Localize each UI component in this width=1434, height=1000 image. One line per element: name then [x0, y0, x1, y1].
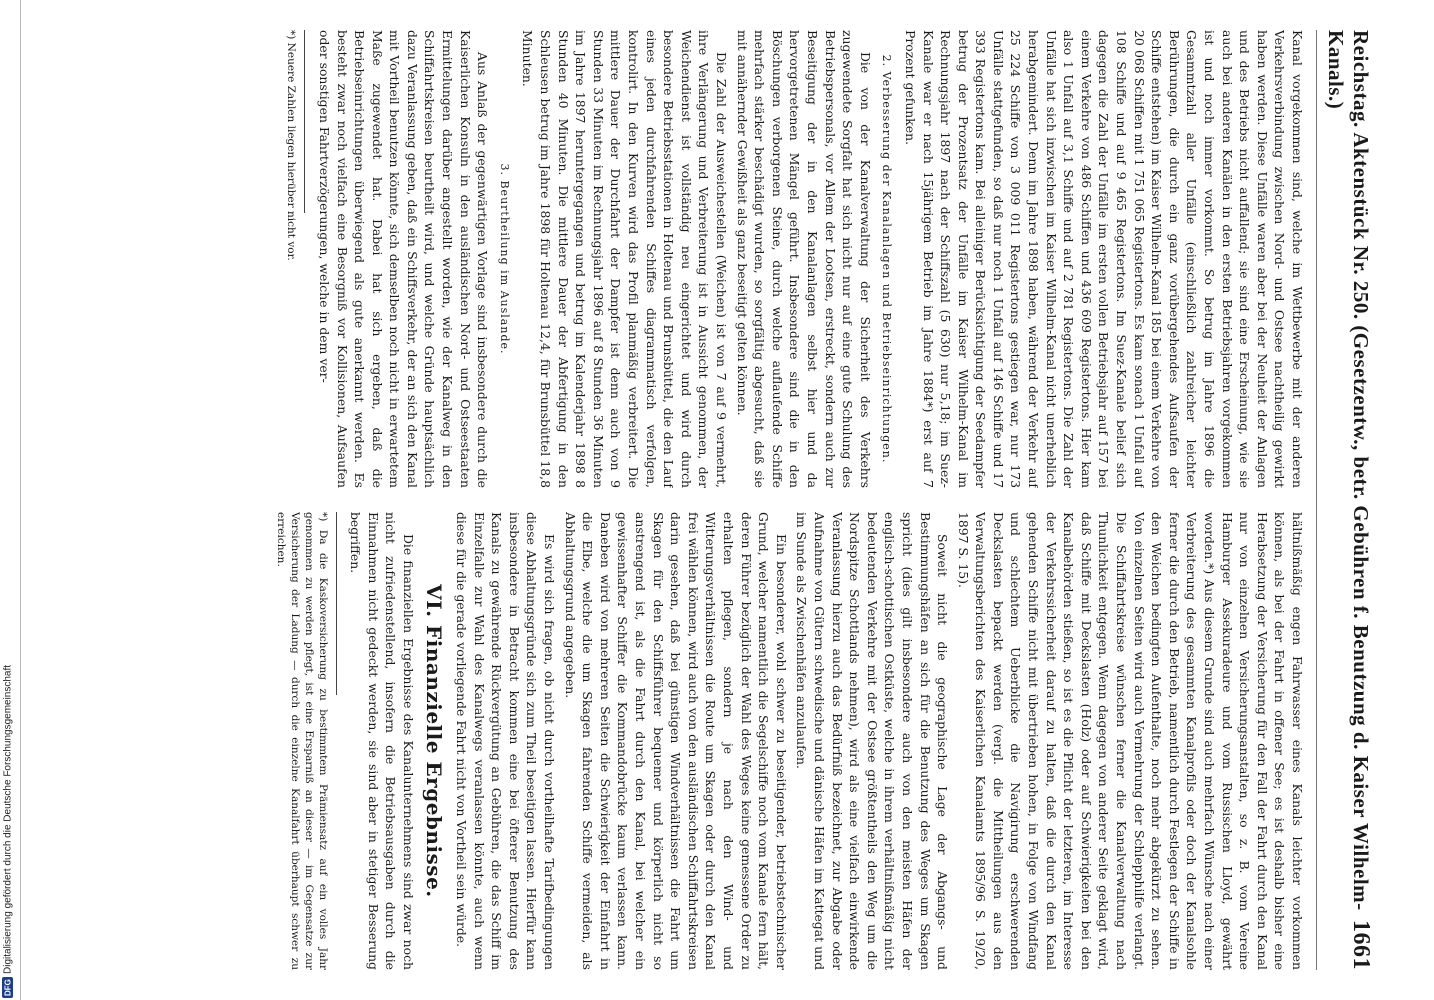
section-title: VI. Finanzielle Ergebnisse.	[422, 584, 447, 898]
paragraph: Die von der Kanalverwaltung der Sicherheit des Verkehrs zugewendete Sorgfalt hat sich nicht nur auf eine gute Schulung des Betriebspersonals, vor Allem der Lootsen, erstreckt, sondern auch zur Beseitigung der in den Kanalanlagen selbst hier und da hervorgetretenen Mängel geführt. Insbesondere sind die in den Böschungen verborgenen Steine, durch welche auflaufende Schiffe mehrfach stärker beschädigt wurden, so sorgfältig abgesucht, daß sie mit annähernder Gewißheit als ganz beseitigt gelten können.	[734, 30, 873, 488]
dfg-logo-icon: DFG	[3, 979, 13, 996]
footnote: *) Neuere Zahlen liegen hierüber nicht vor.	[285, 30, 298, 261]
paragraph: Kanal vorgekommen sind, welche im Wettbewerbe mit der anderen Verkehrsverbindung zwischen Nord- und Ostsee nachtheilig gewirkt haben werden. Diese Unfälle waren aber bei der Neuheit der Anlagen und des Betriebs nicht auffallend; sie sind eine Erscheinung, wie sie auch bei anderen Kanälen in den ersten Betriebsjahren vorgekommen ist und noch immer vorkommt. So betrug im Jahre 1896 die Gesammtzahl aller Unfälle (einschließlich zahlreicher leichter Berührungen, die durch ein ganz vorübergehendes Aufsaufen der Schiffe entstehen) im Kaiser Wilhelm-Kanal 185 bei einem Verkehre von 20 068 Schiffen mit 1 751 065 Registertons. Es kam sonach 1 Unfall auf 108 Schiffe und auf 9 465 Registertons. Im Suez-Kanale belief sich dagegen die Zahl der Unfälle im ersten vollen Betriebsjahr auf 157 bei einem Verkehre von 486 Schiffen und 436 609 Registertons. Hier kam also 1 Unfall auf 3,1 Schiffe und auf 2 781 Registertons. Die Zahl der Unfälle hat sich inzwischen im Kaiser Wilhelm-Kanal nicht unerheblich herabgemindert. Denn im Jahre 1898 haben, während der Verkehr auf 25 224 Schiffe von 3 009 011 Registertons gestiegen war, nur 173 Unfälle stattgefunden, so daß nur noch 1 Unfall auf 146 Schiffe und 17 393 Registertons kam. Bei alleiniger Berücksichtigung der Seedampfer betrug der Prozentsatz der Unfälle im Kaiser Wilhelm-Kanal im Rechnungsjahr 1897 nach der Schiffszahl (5 630) nur 5,18; im Suez-Kanale war er nach 15jährigem Betrieb im Jahre 1884*) erst auf 7 Prozent gefunken.	[902, 30, 1305, 488]
paragraph: Die finanziellen Ergebnisse des Kanalunternehmens sind zwar noch nicht zufriedenstellend, insofern die Betriebsausgaben durch die Einnahmen nicht gedeckt werden, sie sind aber in stetiger Besserung begriffen.	[348, 512, 416, 970]
paragraph: Es wird sich fragen, ob nicht durch vortheilhafte Tarifbedingungen diese Abhaltungsgründe sich zum Theil beseitigen lassen. Hierfür kann insbesondere in Betracht kommen eine bei öfterer Benutzung des Kanals zu gewährende Rückvergütung an Gebühren, die das Schiff im Einzelfalle zur Wahl des Kanalwegs veranlassen könnte, auch wenn diese für die gerade vorliegende Fahrt nicht von Vortheil sein würde.	[454, 512, 558, 970]
page-header	[1316, 30, 1374, 970]
gutter-line	[20, 0, 21, 1000]
paragraph: Ein besonderer, wohl schwer zu beseitigender, betriebstechnischer Grund, welcher namentlich die Segelschiffe noch vom Kanale fern hält, deren Führer bezüglich der Wahl des Weges keine gemessene Order zu erhalten pflegen, sondern je nach den Wind- und Witterungsverhältnissen die Route um Skagen oder durch den Kanal frei wählen können, wird auch von den ausländischen Schiffahrtskreisen darin gesehen, daß bei günstigen Windverhältnissen die Fahrt um Skagen für den Schiffsführer bequemer und körperlich nicht so anstrengend ist, als die Fahrt durch den Kanal, bei welcher ein gewissenhafter Schiffer die Kommandobrücke kaum verlassen kann. Daneben wird von mehreren Seiten die Schwierigkeit der Einfahrt in die Elbe, welche die um Skagen fahrenden Schiffe vermeiden, als Abhaltungsgrund angegeben.	[562, 512, 789, 970]
paragraph: Die Zahl der Ausweichestellen (Weichen) ist von 7 auf 9 vermehrt, ihre Verlängerung und Verbreiterung ist in Aussicht genommen, der Weichendienst ist vollständig neu eingerichtet und wird durch besondere Betriebsstationen in Holtenau und Brunsbüttel, die den Lauf eines jeden durchfahrenden Schiffes diagrammatisch verfolgen, kontrolirt. In den Kurven wird das Profil planmäßig verbreitert. Die mittlere Dauer der Durchfahrt der Dampfer ist denn auch von 9 Stunden 33 Minuten im Rechnungsjahr 1896 auf 8 Stunden 36 Minuten im Jahre 1897 heruntergegangen und betrug im Kalenderjahr 1898 8 Stunden 40 Minuten. Die mittlere Dauer der Abfertigung in den Schleusen betrug im Jahre 1898 für Holtenau 12,4, für Brunsbüttel 18,8 Minuten.	[520, 30, 729, 488]
paragraph: hältnißmäßig engen Fahrwasser eines Kanals leichter vorkommen können, als bei der Fahrt in offener See; es ist deshalb bisher eine Herabsetzung der Versicherung für den Fall der Fahrt durch den Kanal nur von einzelnen Versicherungsanstalten, so z. B. vom Vereine Hamburger Assekuradeure und vom Russischen Lloyd, gewährt worden.*) Aus diesem Grunde sind auch mehrfach Wünsche nach einer Verbreiterung des gesammten Kanalprofils oder doch der Kanalsohle ferner die durch den Betrieb, namentlich durch Festlegen der Schiffe in den Weichen bedingten Aufenthalte, noch mehr abgekürzt zu sehen. Von einzelnen Seiten wird auch Vermehrung der Schlepphilfe verlangt. Die Schiffahrtskreise wünschen ferner die Kanalverwaltung nach Thunlichkeit entgegen. Wenn dagegen von anderer Seite geklagt wird, daß Schiffe mit Deckslasten (Holz) oder auf Schwierigkeiten bei den Kanalbehörden stießen, so ist es die Pflicht der letzteren, im Interesse der Verkehrssicherheit darauf zu halten, daß die durch den Kanal gehenden Schiffe nicht mit übertrieben hohen, in Folge von Windfang und schlechtem Ueberblicke die Navigirung erschwerenden Deckslasten bepackt werden (vergl. die Mittheilungen aus den Verwaltungsberichten des Kaiserlichen Kanalamts 1895/96 S. 19/20, 1897 S. 15).	[955, 512, 1305, 970]
left-column	[111, 30, 1306, 488]
page-header-title: Reichstag. Aktenstück Nr. 250. (Gesetzentw., betr. Gebühren f. Benutzung d. Kaiser Wilhelm-Kanals.)	[1324, 30, 1373, 911]
footnote: *) Da die Kaskoversicherung zu bestimmtem Prämiensatz auf ein volles Jahr genommen zu werden pflegt, ist eine Ersparniß an dieser — im Gegensatze zur Versicherung der Ladung — durch die einzelne Kanalfahrt überhaupt schwer zu erreichen.	[274, 512, 329, 970]
right-column	[111, 512, 1306, 970]
footnote-rule	[336, 512, 337, 695]
subheading: 3. Beurtheilung im Auslande.	[497, 163, 511, 355]
page-number: 1661	[1348, 920, 1374, 970]
footnote-rule	[304, 30, 305, 213]
document-page	[92, 0, 1392, 1000]
credit-text: Digitalisierung gefördert durch die Deutsche Forschungsgemeinschaft	[2, 665, 14, 975]
paragraph: Aus Anlaß der gegenwärtigen Vorlage sind insbesondere durch die Kaiserlichen Konsuln in den ausländischen Nord- und Ostseestaaten Ermittelungen darüber angestellt worden, wie der Kanalweg in den Schiffahrtskreisen beurtheilt wird, und welche Gründe hauptsächlich dazu Veranlassung geben, daß ein Schiffsverkehr, der an sich den Kanal mit Vortheil benutzen könnte, sich demselben noch nicht in erwartetem Maße zugewendet hat. Dabei hat sich ergeben, daß die Betriebseinrichtungen überwiegend als gute anerkannt werden. Es besteht zwar noch vielfach eine Besorgniß vor Kollisionen, Aufsaufen oder sonstigen Fahrtverzögerungen, welche in dem ver-	[316, 30, 491, 488]
paragraph: Soweit nicht die geographische Lage der Abgangs- und Bestimmungshäfen an sich für die Benutzung des Weges um Skagen spricht (dies gilt insbesondere auch von den meisten Häfen der englisch-schottischen Ostküste, welche in ihrem verhältnißmäßig nicht bedeutenden Verkehre mit der Ostsee größtentheils den Weg um die Nordspitze Schottlands nehmen), wird als eine vielfach einwirkende Veranlassung hierzu auch das Bedürfniß bezeichnet, zur Abgabe oder Aufnahme von Gütern schwedische und dänische Häfen im Kattegat und im Sunde als Zwischenhäfen anzulaufen.	[794, 512, 951, 970]
digitization-credit	[2, 606, 14, 998]
text-columns	[111, 30, 1306, 970]
subheading: 2. Verbesserung der Kanalanlagen und Betriebseinrichtungen.	[880, 54, 894, 464]
